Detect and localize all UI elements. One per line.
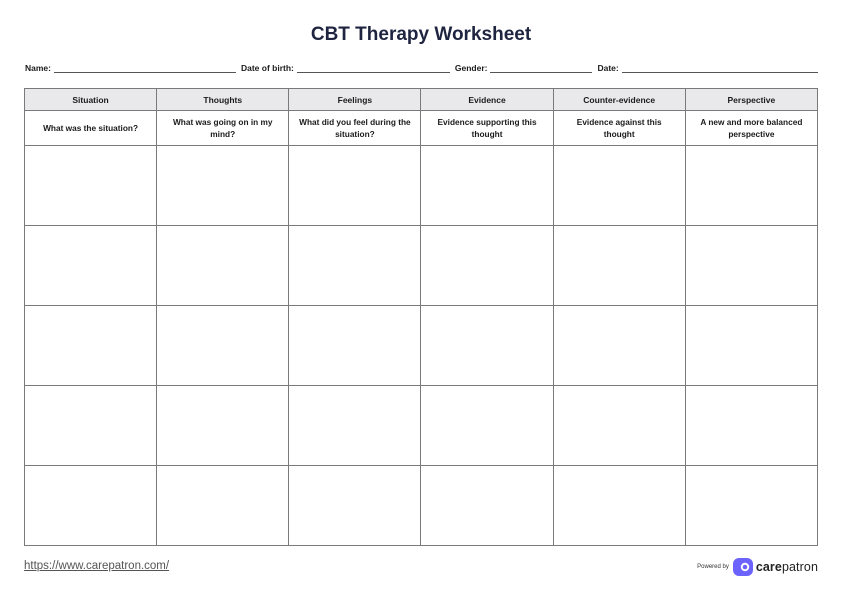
entry-cell[interactable] xyxy=(25,466,157,546)
entry-cell[interactable] xyxy=(553,226,685,306)
entry-row xyxy=(25,306,818,386)
column-header-perspective: Perspective xyxy=(685,89,817,111)
entry-cell[interactable] xyxy=(421,386,553,466)
brand-name-bold: care xyxy=(755,560,782,574)
entry-cell[interactable] xyxy=(685,306,817,386)
header-row xyxy=(25,89,818,111)
entry-cell[interactable] xyxy=(421,226,553,306)
entry-cell[interactable] xyxy=(157,146,289,226)
entry-cell[interactable] xyxy=(685,146,817,226)
entry-cell[interactable] xyxy=(553,466,685,546)
entry-cell[interactable] xyxy=(685,386,817,466)
entry-cell[interactable] xyxy=(421,466,553,546)
prompt-perspective: A new and more balanced perspective xyxy=(685,111,817,146)
prompt-feelings: What did you feel during the situation? xyxy=(289,111,421,146)
prompt-evidence: Evidence supporting this thought xyxy=(421,111,553,146)
page-title: CBT Therapy Worksheet xyxy=(310,24,532,45)
name-field[interactable] xyxy=(54,62,236,73)
brand-name-rest: patron xyxy=(781,560,818,574)
prompt-thoughts: What was going on in my mind? xyxy=(157,111,289,146)
entry-row xyxy=(25,466,818,546)
entry-cell[interactable] xyxy=(685,466,817,546)
column-header-counter-evidence: Counter-evidence xyxy=(553,89,685,111)
cbt-worksheet-table xyxy=(24,88,818,546)
entry-cell[interactable] xyxy=(157,306,289,386)
entry-cell[interactable] xyxy=(553,146,685,226)
column-header-evidence: Evidence xyxy=(421,89,553,111)
date-field[interactable] xyxy=(622,62,818,73)
entry-cell[interactable] xyxy=(289,466,421,546)
entry-row xyxy=(25,386,818,466)
powered-by-brand xyxy=(697,558,818,576)
prompt-situation: What was the situation? xyxy=(25,111,157,146)
prompt-row xyxy=(25,111,818,146)
name-label: Name: xyxy=(25,63,51,73)
website-link[interactable]: https://www.carepatron.com/ xyxy=(24,560,170,572)
entry-cell[interactable] xyxy=(289,306,421,386)
column-header-situation: Situation xyxy=(25,89,157,111)
entry-cell[interactable] xyxy=(685,226,817,306)
entry-cell[interactable] xyxy=(289,146,421,226)
prompt-counter-evidence: Evidence against this thought xyxy=(553,111,685,146)
entry-cell[interactable] xyxy=(553,386,685,466)
carepatron-logo-icon xyxy=(733,558,753,576)
entry-row xyxy=(25,146,818,226)
gender-field[interactable] xyxy=(490,62,592,73)
entry-cell[interactable] xyxy=(421,146,553,226)
entry-cell[interactable] xyxy=(25,226,157,306)
powered-by-label: Powered by xyxy=(697,564,729,570)
brand-name xyxy=(756,560,818,574)
column-header-thoughts: Thoughts xyxy=(157,89,289,111)
patient-info-fields xyxy=(25,61,818,73)
entry-cell[interactable] xyxy=(157,226,289,306)
gender-label: Gender: xyxy=(454,63,488,73)
entry-cell[interactable] xyxy=(25,306,157,386)
entry-cell[interactable] xyxy=(289,226,421,306)
entry-cell[interactable] xyxy=(25,146,157,226)
date-of-birth-field[interactable] xyxy=(297,62,450,73)
entry-cell[interactable] xyxy=(157,386,289,466)
entry-cell[interactable] xyxy=(25,386,157,466)
column-header-feelings: Feelings xyxy=(289,89,421,111)
entry-cell[interactable] xyxy=(289,386,421,466)
entry-cell[interactable] xyxy=(157,466,289,546)
date-of-birth-label: Date of birth: xyxy=(240,63,294,73)
entry-cell[interactable] xyxy=(553,306,685,386)
entry-cell[interactable] xyxy=(421,306,553,386)
entry-row xyxy=(25,226,818,306)
date-label: Date: xyxy=(597,63,619,73)
